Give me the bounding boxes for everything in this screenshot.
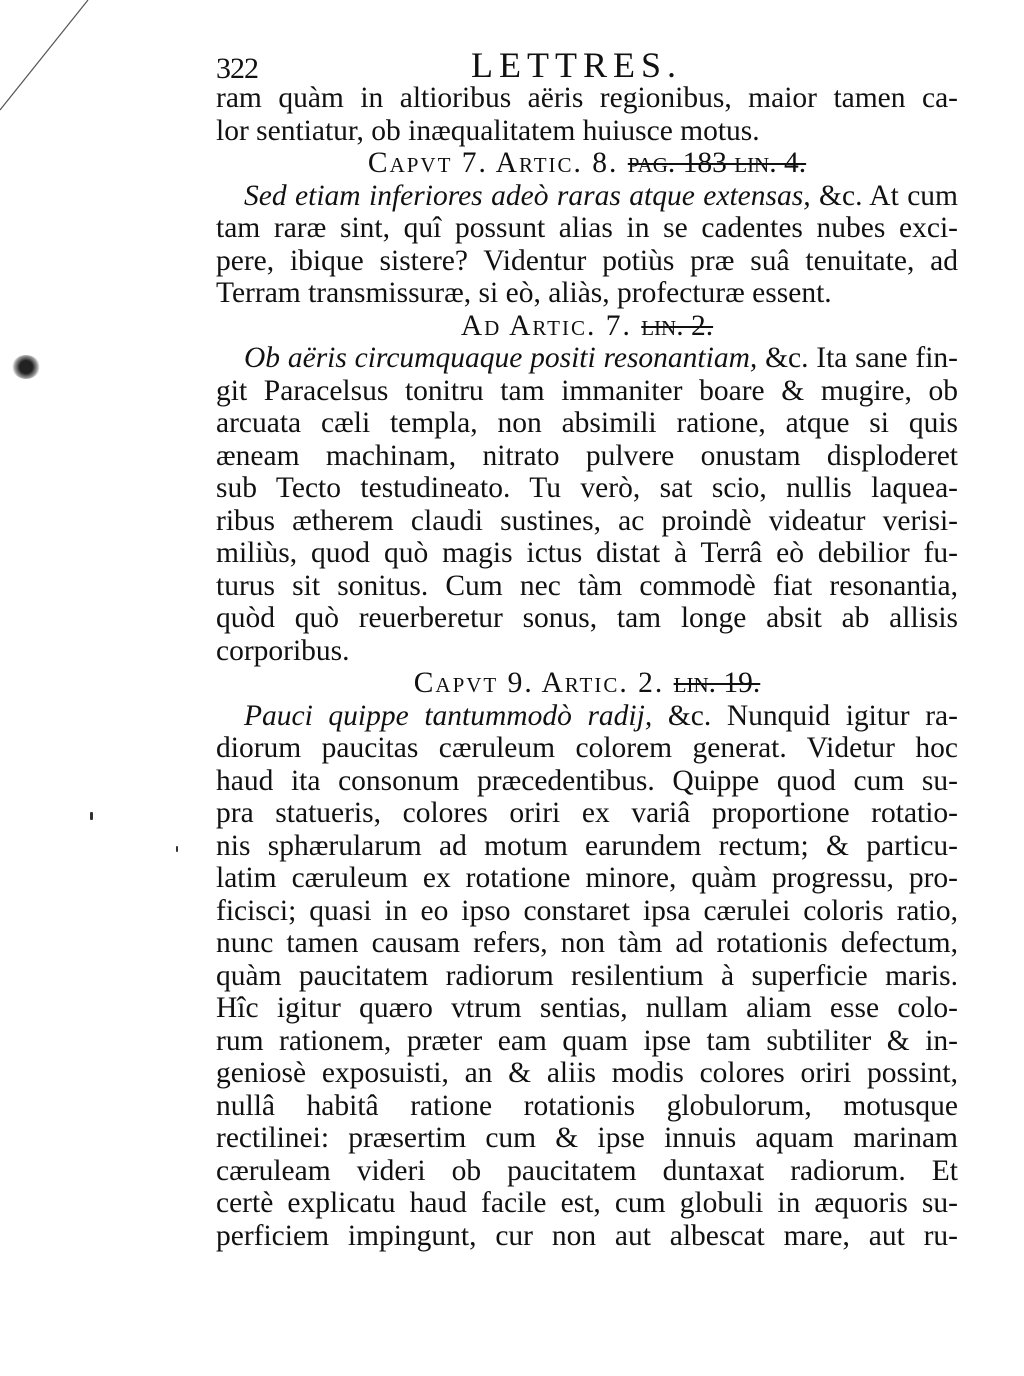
line-text: sub Tecto testudineato. Tu verò, sat scio, nullis laquea- bbox=[216, 472, 958, 504]
text-line bbox=[216, 1155, 958, 1188]
text-line bbox=[216, 895, 958, 928]
struck-reference: pag. 183 lin. 4. bbox=[627, 147, 807, 179]
text-line bbox=[216, 1090, 958, 1123]
line-text: nullâ habitâ ratione rotationis globulorum, motusque bbox=[216, 1089, 958, 1122]
text-line bbox=[216, 635, 958, 668]
line-text: turus sit sonitus. Cum nec tàm commodè fiat resonantia, bbox=[216, 569, 958, 602]
text-line bbox=[216, 1057, 958, 1090]
line-text: &c. At cum bbox=[819, 179, 958, 212]
text-line bbox=[216, 180, 958, 213]
line-text: miliùs, quod quò magis ictus distat à Terrâ eò debilior fu- bbox=[216, 537, 958, 569]
ink-speck bbox=[90, 812, 93, 820]
text-line bbox=[216, 765, 958, 798]
line-text: cæruleam videri ob paucitatem duntaxat radiorum. Et bbox=[216, 1154, 958, 1187]
text-line bbox=[216, 537, 958, 570]
text-line bbox=[216, 1220, 958, 1253]
heading-label: Capvt 9. Artic. 2. bbox=[413, 667, 665, 699]
pencil-stroke-mark bbox=[0, 0, 120, 120]
ink-smudge bbox=[12, 355, 40, 379]
text-line bbox=[216, 505, 958, 538]
line-text: geniosè exposuisti, an & aliis modis colores oriri possint, bbox=[216, 1057, 958, 1089]
line-text: rum rationem, præter eam quam ipse tam subtiliter & in- bbox=[216, 1024, 958, 1057]
line-text: æneam machinam, nitrato pulvere onustam disploderet bbox=[216, 439, 958, 472]
text-line bbox=[216, 1025, 958, 1058]
text-line bbox=[216, 602, 958, 635]
section-heading bbox=[216, 310, 958, 343]
text-line bbox=[216, 407, 958, 440]
line-text: certè explicatu haud facile est, cum globuli in æquoris su- bbox=[216, 1187, 958, 1219]
text-line bbox=[216, 277, 958, 310]
line-text: quòd quò reuerberetur sonus, tam longe absit ab allisis bbox=[216, 602, 958, 634]
heading-label: Capvt 7. Artic. 8. bbox=[367, 147, 619, 179]
quoted-lemma: Pauci quippe tantummodò radij, bbox=[244, 699, 668, 732]
text-line bbox=[216, 1122, 958, 1155]
line-text: ribus ætherem claudi sustines, ac proindè videatur verisi- bbox=[216, 504, 958, 537]
line-text: nunc tamen causam refers, non tàm ad rotationis defectum, bbox=[216, 927, 958, 959]
text-line bbox=[216, 862, 958, 895]
line-text: &c. Nunquid igitur ra- bbox=[667, 699, 958, 732]
line-text: Terram transmissuræ, si eò, aliàs, profecturæ essent. bbox=[216, 277, 832, 309]
line-text: perficiem impingunt, cur non aut albescat mare, aut ru- bbox=[216, 1219, 958, 1252]
text-line bbox=[216, 732, 958, 765]
text-line bbox=[216, 927, 958, 960]
line-text: ram quàm in altioribus aëris regionibus, maior tamen ca- bbox=[216, 82, 958, 114]
line-text: arcuata cæli templa, non absimili ratione, atque si quis bbox=[216, 407, 958, 439]
line-text: quàm paucitatem radiorum resilentium à superficie maris. bbox=[216, 959, 958, 992]
text-line bbox=[216, 570, 958, 603]
line-text: latim cæruleum ex rotatione minore, quàm progressu, pro- bbox=[216, 862, 958, 894]
text-line bbox=[216, 797, 958, 830]
line-text: ficisci; quasi in eo ipso constaret ipsa cærulei coloris ratio, bbox=[216, 894, 958, 927]
text-line bbox=[216, 440, 958, 473]
struck-reference: lin. 2. bbox=[641, 309, 714, 342]
text-line bbox=[216, 82, 958, 115]
line-text: pra statueris, colores oriri ex variâ proportione rotatio- bbox=[216, 797, 958, 829]
text-line bbox=[216, 830, 958, 863]
line-text: corporibus. bbox=[216, 634, 350, 667]
line-text: tam raræ sint, quî possunt alias in se cadentes nubes exci- bbox=[216, 212, 958, 244]
struck-reference: lin. 19. bbox=[673, 667, 761, 699]
line-text: nis sphærularum ad motum earundem rectum; & particu- bbox=[216, 829, 958, 862]
text-line bbox=[216, 472, 958, 505]
body-text bbox=[216, 82, 958, 1252]
line-text: diorum paucitas cæruleum colorem generat. Videtur hoc bbox=[216, 732, 958, 764]
line-text: &c. Ita sane fin- bbox=[765, 342, 958, 374]
page-header bbox=[216, 42, 956, 85]
text-line bbox=[216, 375, 958, 408]
page-number: 322 bbox=[216, 52, 258, 85]
ink-speck bbox=[176, 846, 178, 852]
section-heading bbox=[216, 147, 958, 180]
text-line bbox=[216, 245, 958, 278]
line-text: rectilinei: præsertim cum & ipse innuis aquam marinam bbox=[216, 1122, 958, 1154]
text-line bbox=[216, 342, 958, 375]
section-heading bbox=[216, 667, 958, 700]
text-line bbox=[216, 212, 958, 245]
line-text: Hîc igitur quæro vtrum sentias, nullam aliam esse colo- bbox=[216, 992, 958, 1024]
text-line bbox=[216, 1187, 958, 1220]
line-text: git Paracelsus tonitru tam immaniter boare & mugire, ob bbox=[216, 374, 958, 407]
text-line bbox=[216, 960, 958, 993]
line-text: haud ita consonum præcedentibus. Quippe quod cum su- bbox=[216, 764, 958, 797]
text-line bbox=[216, 992, 958, 1025]
running-title: LETTRES. bbox=[471, 45, 682, 85]
line-text: pere, ibique sistere? Videntur potiùs præ suâ tenuitate, ad bbox=[216, 244, 958, 277]
heading-label: Ad Artic. 7. bbox=[460, 309, 632, 342]
quoted-lemma: Ob aëris circumquaque positi resonantiam, bbox=[244, 342, 766, 374]
text-line bbox=[216, 115, 958, 148]
line-text: lor sentiatur, ob inæqualitatem huiusce motus. bbox=[216, 114, 760, 147]
quoted-lemma: Sed etiam inferiores adeò raras atque extensas, bbox=[244, 179, 820, 212]
text-line bbox=[216, 700, 958, 733]
